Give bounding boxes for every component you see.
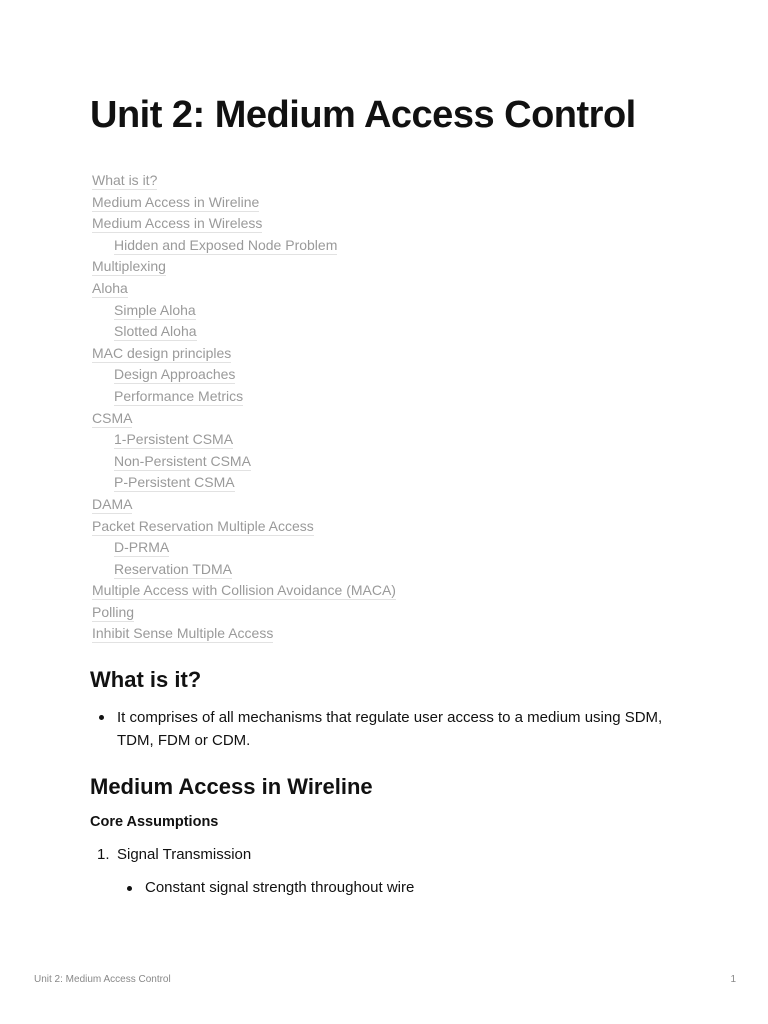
toc-link[interactable]: Slotted Aloha xyxy=(114,323,197,340)
toc-link[interactable]: What is it? xyxy=(92,172,158,188)
section-heading-what-is-it: What is it? xyxy=(90,667,202,692)
toc-link[interactable]: Non-Persistent CSMA xyxy=(114,452,251,469)
toc-link[interactable]: DAMA xyxy=(92,495,133,512)
toc-link[interactable]: 1-Persistent CSMA xyxy=(114,431,234,448)
toc-entry xyxy=(92,170,692,192)
toc-link[interactable]: Performance Metrics xyxy=(114,387,244,404)
toc-entry xyxy=(92,300,692,322)
toc-link[interactable]: Simple Aloha xyxy=(114,301,196,318)
toc-entry xyxy=(92,623,692,645)
list-item: It comprises of all mechanisms that regulate user access to a medium using SDM, TDM, FDM or CDM. xyxy=(99,706,679,752)
what-is-it-bullets xyxy=(99,706,679,752)
table-of-contents xyxy=(92,170,692,645)
toc-entry xyxy=(92,321,692,343)
toc-link[interactable]: P-Persistent CSMA xyxy=(114,474,235,491)
item-label: Signal Transmission xyxy=(117,846,252,863)
page-number: 1 xyxy=(730,974,736,985)
toc-link[interactable]: Design Approaches xyxy=(114,366,236,383)
toc-link[interactable]: CSMA xyxy=(92,409,133,426)
list-item: Constant signal strength throughout wire xyxy=(127,877,414,899)
subheading-core-assumptions: Core Assumptions xyxy=(90,814,219,830)
toc-link[interactable]: Polling xyxy=(92,603,135,620)
toc-entry xyxy=(92,494,692,516)
section-heading-wireline: Medium Access in Wireline xyxy=(90,774,373,799)
toc-entry xyxy=(92,256,692,278)
toc-entry xyxy=(92,364,692,386)
toc-entry xyxy=(92,580,692,602)
toc-entry xyxy=(92,408,692,430)
toc-entry xyxy=(92,235,692,257)
toc-link[interactable]: MAC design principles xyxy=(92,344,232,361)
numbered-item xyxy=(97,844,251,866)
toc-entry xyxy=(92,602,692,624)
toc-entry xyxy=(92,451,692,473)
toc-entry xyxy=(92,343,692,365)
toc-entry xyxy=(92,278,692,300)
toc-link[interactable]: Reservation TDMA xyxy=(114,560,233,577)
footer-title: Unit 2: Medium Access Control xyxy=(34,974,171,985)
toc-link[interactable]: Multiple Access with Collision Avoidance (MACA) xyxy=(92,582,396,599)
toc-link[interactable]: Medium Access in Wireless xyxy=(92,215,263,232)
toc-entry xyxy=(92,537,692,559)
toc-link[interactable]: D-PRMA xyxy=(114,539,170,556)
toc-entry xyxy=(92,472,692,494)
page-title: Unit 2: Medium Access Control xyxy=(90,94,636,136)
toc-entry xyxy=(92,429,692,451)
toc-entry xyxy=(92,213,692,235)
toc-entry xyxy=(92,192,692,214)
toc-entry xyxy=(92,386,692,408)
toc-link[interactable]: Medium Access in Wireline xyxy=(92,193,260,210)
toc-entry xyxy=(92,559,692,581)
item-number: 1. xyxy=(97,846,110,863)
toc-link[interactable]: Hidden and Exposed Node Problem xyxy=(114,236,338,253)
toc-link[interactable]: Packet Reservation Multiple Access xyxy=(92,517,314,534)
toc-link[interactable]: Inhibit Sense Multiple Access xyxy=(92,625,274,642)
toc-link[interactable]: Aloha xyxy=(92,279,128,296)
toc-entry xyxy=(92,516,692,538)
toc-link[interactable]: Multiplexing xyxy=(92,258,166,275)
